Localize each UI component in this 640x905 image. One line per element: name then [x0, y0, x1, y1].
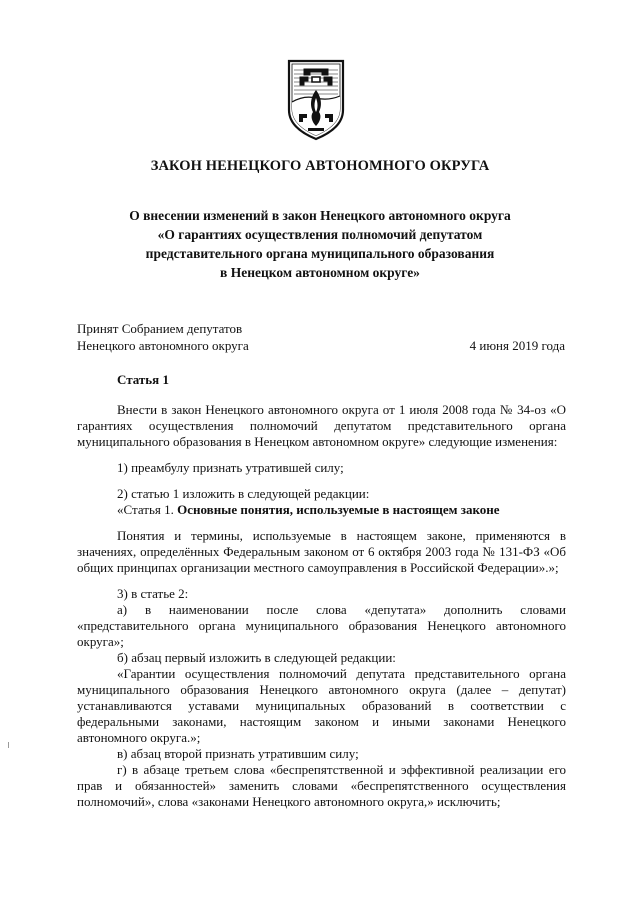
- quoted-article-title: Основные понятия, используемые в настоящем законе: [177, 502, 500, 517]
- adoption-date: 4 июня 2019 года: [469, 338, 565, 353]
- subject-line: «О гарантиях осуществления полномочий депутатом: [157, 227, 483, 242]
- amendment-item: 3) в статье 2:: [117, 586, 189, 601]
- article-title: Статья 1: [117, 372, 169, 387]
- adoption-line: Принят Собранием депутатов: [77, 321, 243, 336]
- quoted-text: «Гарантии осуществления полномочий депутата представительного органа муниципального образования Ненецкого автономного округа (далее – депутат) устанавливаются уставами муниципальных образований в соответствии с федеральными законами, настоящим законом и иными законами Ненецкого автономного округа.»;: [77, 666, 566, 745]
- amendment-item: 2) статью 1 изложить в следующей редакции:: [117, 486, 370, 501]
- law-title: ЗАКОН НЕНЕЦКОГО АВТОНОМНОГО ОКРУГА: [150, 158, 490, 174]
- law-subject: [60, 206, 580, 282]
- article-body: [77, 402, 566, 810]
- subject-line: в Ненецком автономном округе»: [220, 265, 420, 280]
- amendment-item: 1) преамбулу признать утратившей силу;: [117, 460, 344, 475]
- scan-artifact: [8, 742, 9, 748]
- subject-line: О внесении изменений в закон Ненецкого автономного округа: [129, 208, 511, 223]
- adoption-body: [77, 320, 249, 354]
- adoption-line: Ненецкого автономного округа: [77, 338, 249, 353]
- quoted-article-text: Понятия и термины, используемые в настоящем законе, применяются в значениях, определённых Федеральным законом от 6 октября 2003 года № 131-ФЗ «Об общих принципах организации местного самоуправления в Российской Федерации».»;: [77, 528, 566, 575]
- article-intro: Внести в закон Ненецкого автономного округа от 1 июля 2008 года № 34-оз «О гарантиях осуществления полномочий депутатом представительного органа муниципального образования в Ненецком автономном округе» следующие изменения:: [77, 402, 566, 449]
- sub-item: в) абзац второй признать утратившим силу;: [117, 746, 359, 761]
- quoted-article-prefix: «Статья 1.: [117, 502, 178, 517]
- sub-item: г) в абзаце третьем слова «беспрепятственной и эффективной реализации его прав и обязанностей» заменить словами «беспрепятственного осуществления полномочий», слова «законами Ненецкого автономного округа,» исключить;: [77, 762, 566, 809]
- sub-item: б) абзац первый изложить в следующей редакции:: [117, 650, 396, 665]
- subject-line: представительного органа муниципального образования: [145, 246, 495, 261]
- quoted-article-heading: [77, 502, 566, 518]
- nenets-coat-of-arms-icon: [286, 58, 346, 142]
- sub-item: а) в наименовании после слова «депутата» дополнить словами «представительного органа муниципального образования Ненецкого автономного округа»;: [77, 602, 566, 649]
